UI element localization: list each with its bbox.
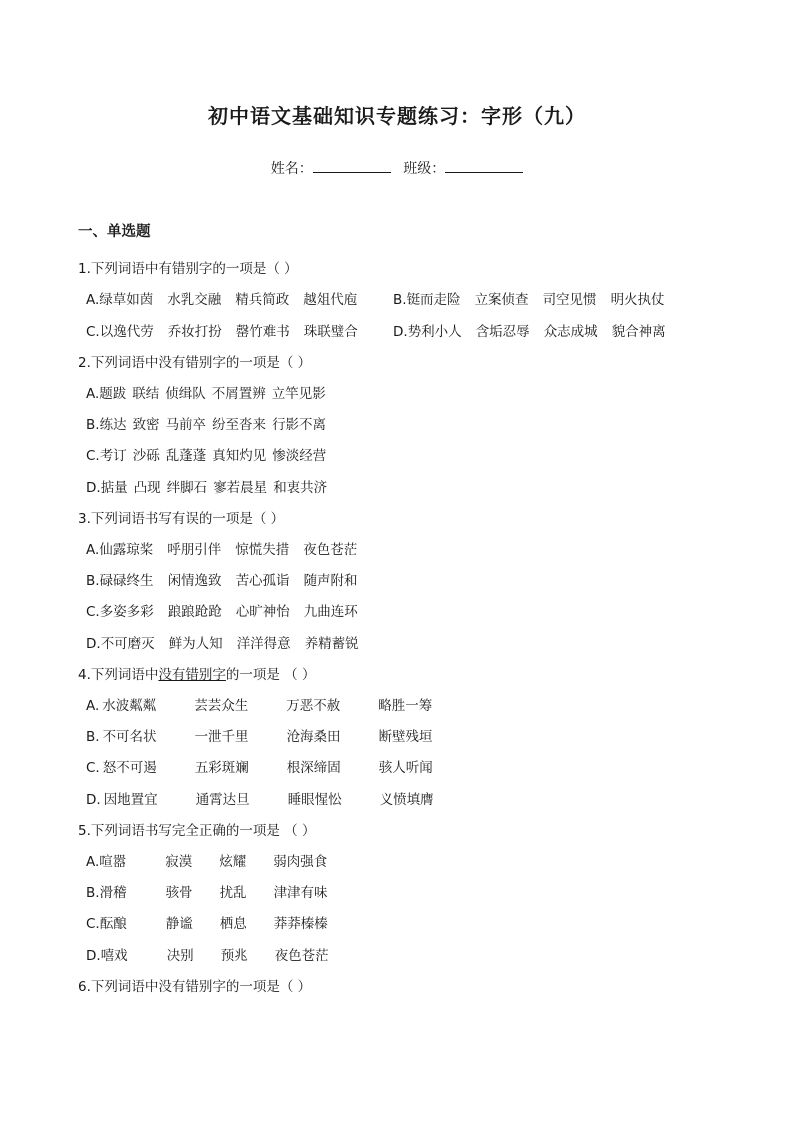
q2-option-d: D.掂量 凸现 绊脚石 寥若晨星 和衷共济 bbox=[86, 480, 328, 496]
q2-option-b: B.练达 致密 马前卒 纷至沓来 行影不离 bbox=[86, 417, 327, 433]
class-label: 班级： bbox=[403, 161, 446, 177]
question-1: 1.下列词语中有错别字的一项是（ ） bbox=[78, 261, 298, 277]
name-label: 姓名： bbox=[270, 161, 313, 177]
question-6: 6.下列词语中没有错别字的一项是（ ） bbox=[78, 979, 312, 995]
q5-option-d: D.嘻戏 决别 预兆 夜色苍茫 bbox=[86, 948, 329, 964]
class-blank[interactable] bbox=[445, 159, 523, 173]
question-3: 3.下列词语书写有误的一项是（ ） bbox=[78, 511, 285, 527]
q2-option-c: C.考订 沙砾 乱蓬蓬 真知灼见 惨淡经营 bbox=[86, 448, 327, 464]
question-4: 4.下列词语中没有错别字的一项是 （ ） bbox=[78, 667, 316, 683]
q2-option-a: A.题跋 联结 侦缉队 不屑置辨 立竿见影 bbox=[86, 386, 326, 402]
q4-option-b: B. 不可名状 一泄千里 沧海桑田 断壁残垣 bbox=[86, 729, 433, 745]
q4-option-c: C. 怒不可遏 五彩斑斓 根深缔固 骇人听闻 bbox=[86, 760, 433, 776]
section-heading: 一、单选题 bbox=[78, 224, 151, 240]
q3-option-d: D.不可磨灭 鲜为人知 洋洋得意 养精蓄锐 bbox=[86, 636, 359, 652]
question-5: 5.下列词语书写完全正确的一项是 （ ） bbox=[78, 823, 316, 839]
question-2: 2.下列词语中没有错别字的一项是（ ） bbox=[78, 355, 312, 371]
page-title: 初中语文基础知识专题练习：字形（九） bbox=[208, 104, 586, 128]
student-info bbox=[0, 158, 794, 178]
q3-option-a: A.仙露琼桨 呼朋引伴 惊慌失措 夜色苍茫 bbox=[86, 542, 358, 558]
q5-option-c: C.酝酿 静谧 栖息 莽莽榛榛 bbox=[86, 916, 328, 932]
emphasis-text: 没有错别字 bbox=[158, 667, 226, 683]
q1-option-a: A.绿草如茵 水乳交融 精兵简政 越俎代庖 bbox=[86, 292, 358, 308]
q5-option-b: B.滑稽 骇骨 扰乱 津津有味 bbox=[86, 885, 328, 901]
q4-option-d: D. 因地置宜 通霄达旦 睡眼惺忪 义愤填膺 bbox=[86, 792, 434, 808]
q5-option-a: A.喧嚣 寂漠 炫耀 弱肉强食 bbox=[86, 854, 328, 870]
q3-option-b: B.碌碌终生 闲情逸致 苦心孤诣 随声附和 bbox=[86, 573, 358, 589]
q1-option-b: B.铤而走险 立案侦查 司空见惯 明火执仗 bbox=[393, 292, 665, 308]
q4-option-a: A. 水波粼粼 芸芸众生 万恶不赦 略胜一筹 bbox=[86, 698, 433, 714]
name-blank[interactable] bbox=[313, 159, 391, 173]
q3-option-c: C.多姿多彩 踉踉跄跄 心旷神怡 九曲连环 bbox=[86, 604, 358, 620]
q1-option-c: C.以逸代劳 乔妆打扮 罄竹难书 珠联璧合 bbox=[86, 324, 358, 340]
q1-option-d: D.势利小人 含垢忍辱 众志成城 貌合神离 bbox=[393, 324, 666, 340]
